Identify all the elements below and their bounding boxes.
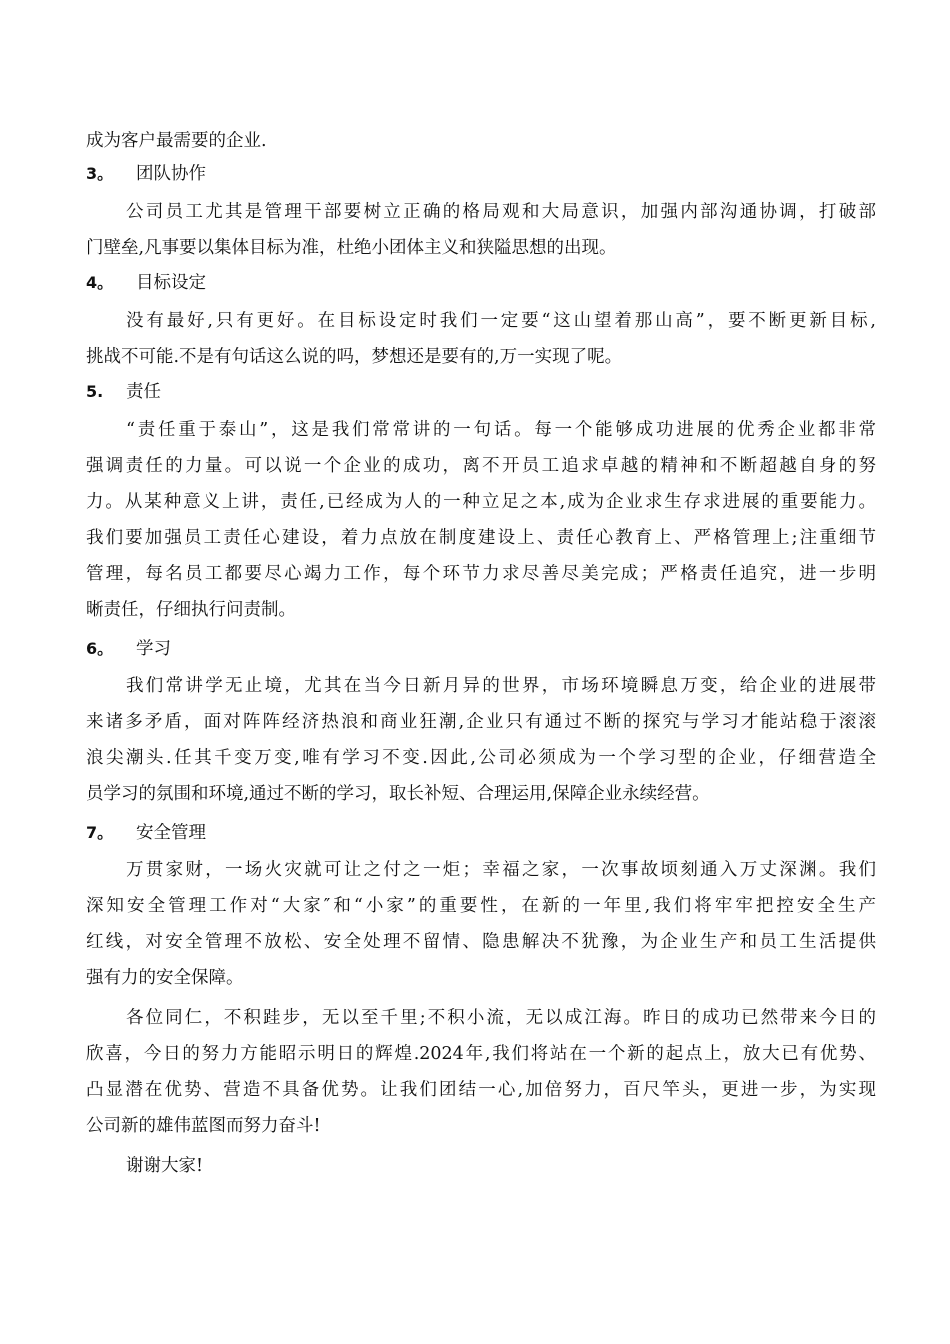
paragraph-line: 没有最好,只有更好。在目标设定时我们一定要“这山望着那山高”，要不断更新目标, xyxy=(126,311,876,331)
section-number: 6。 xyxy=(86,639,114,658)
paragraph-line: 管理，每名员工都要尽心竭力工作，每个环节力求尽善尽美完成；严格责任追究，进一步明 xyxy=(86,564,876,584)
paragraph-line: 挑战不可能.不是有句话这么说的吗，梦想还是要有的,万一实现了呢。 xyxy=(86,347,623,367)
paragraph-line: 我们常讲学无止境，尤其在当今日新月异的世界，市场环境瞬息万变，给企业的进展带 xyxy=(126,676,876,696)
section-title: 安全管理 xyxy=(136,823,206,843)
section-title: 目标设定 xyxy=(136,273,206,293)
paragraph-line: 我们要加强员工责任心建设，着力点放在制度建设上、责任心教育上、严格管理上;注重细节 xyxy=(86,528,876,548)
section-heading-teamwork xyxy=(86,159,876,189)
section-heading-safety-management xyxy=(86,818,876,848)
section-heading-goal-setting xyxy=(86,268,876,298)
paragraph-line: 公司员工尤其是管理干部要树立正确的格局观和大局意识，加强内部沟通协调，打破部 xyxy=(126,202,876,222)
paragraph-line: 来诸多矛盾，面对阵阵经济热浪和商业狂潮,企业只有通过不断的探究与学习才能站稳于滚滚 xyxy=(86,712,876,732)
section-heading-responsibility xyxy=(86,377,876,407)
section-title: 责任 xyxy=(126,382,161,402)
paragraph-line: 浪尖潮头.任其千变万变,唯有学习不变.因此,公司必须成为一个学习型的企业，仔细营造全 xyxy=(86,748,876,768)
closing-line: 各位同仁，不积跬步，无以至千里;不积小流，无以成江海。昨日的成功已然带来今日的 xyxy=(126,1008,876,1028)
section-number: 3。 xyxy=(86,164,114,183)
paragraph-line: 强调责任的力量。可以说一个企业的成功，离不开员工追求卓越的精神和不断超越自身的努 xyxy=(86,456,876,476)
paragraph-line: 红线，对安全管理不放松、安全处理不留情、隐患解决不犹豫，为企业生产和员工生活提供 xyxy=(86,932,876,952)
paragraph-line: 强有力的安全保障。 xyxy=(86,968,244,988)
section-number: 4。 xyxy=(86,273,114,292)
paragraph-line: 员学习的氛围和环境,通过不断的学习，取长补短、合理运用,保障企业永续经营。 xyxy=(86,784,710,804)
section-number: 5. xyxy=(86,382,104,401)
section-number: 7。 xyxy=(86,823,114,842)
paragraph-line: 门壁垒,凡事要以集体目标为准，杜绝小团体主义和狭隘思想的出现。 xyxy=(86,238,617,258)
closing-line: 公司新的雄伟蓝图而努力奋斗! xyxy=(86,1116,321,1136)
paragraph-line: 力。从某种意义上讲，责任,已经成为人的一种立足之本,成为企业求生存求进展的重要能力。 xyxy=(86,492,876,512)
closing-line: 凸显潜在优势、营造不具备优势。让我们团结一心,加倍努力，百尺竿头，更进一步，为实现 xyxy=(86,1080,876,1100)
paragraph-line: 晰责任，仔细执行问责制。 xyxy=(86,600,296,620)
section-heading-learning xyxy=(86,634,876,664)
paragraph-line: 深知安全管理工作对“大家″和“小家”的重要性，在新的一年里,我们将牢牢把控安全生产 xyxy=(86,896,876,916)
intro-tail-line: 成为客户最需要的企业. xyxy=(86,131,267,151)
paragraph-line: 万贯家财，一场火灾就可让之付之一炬；幸福之家，一次事故顷刻通入万丈深渊。我们 xyxy=(126,860,876,880)
closing-line: 欣喜，今日的努力方能昭示明日的辉煌.2024年,我们将站在一个新的起点上，放大已有优势、 xyxy=(86,1044,876,1064)
paragraph-line: “责任重于泰山”，这是我们常常讲的一句话。每一个能够成功进展的优秀企业都非常 xyxy=(126,420,876,440)
thanks-line: 谢谢大家! xyxy=(126,1156,204,1176)
section-title: 学习 xyxy=(136,639,171,659)
section-title: 团队协作 xyxy=(136,164,206,184)
